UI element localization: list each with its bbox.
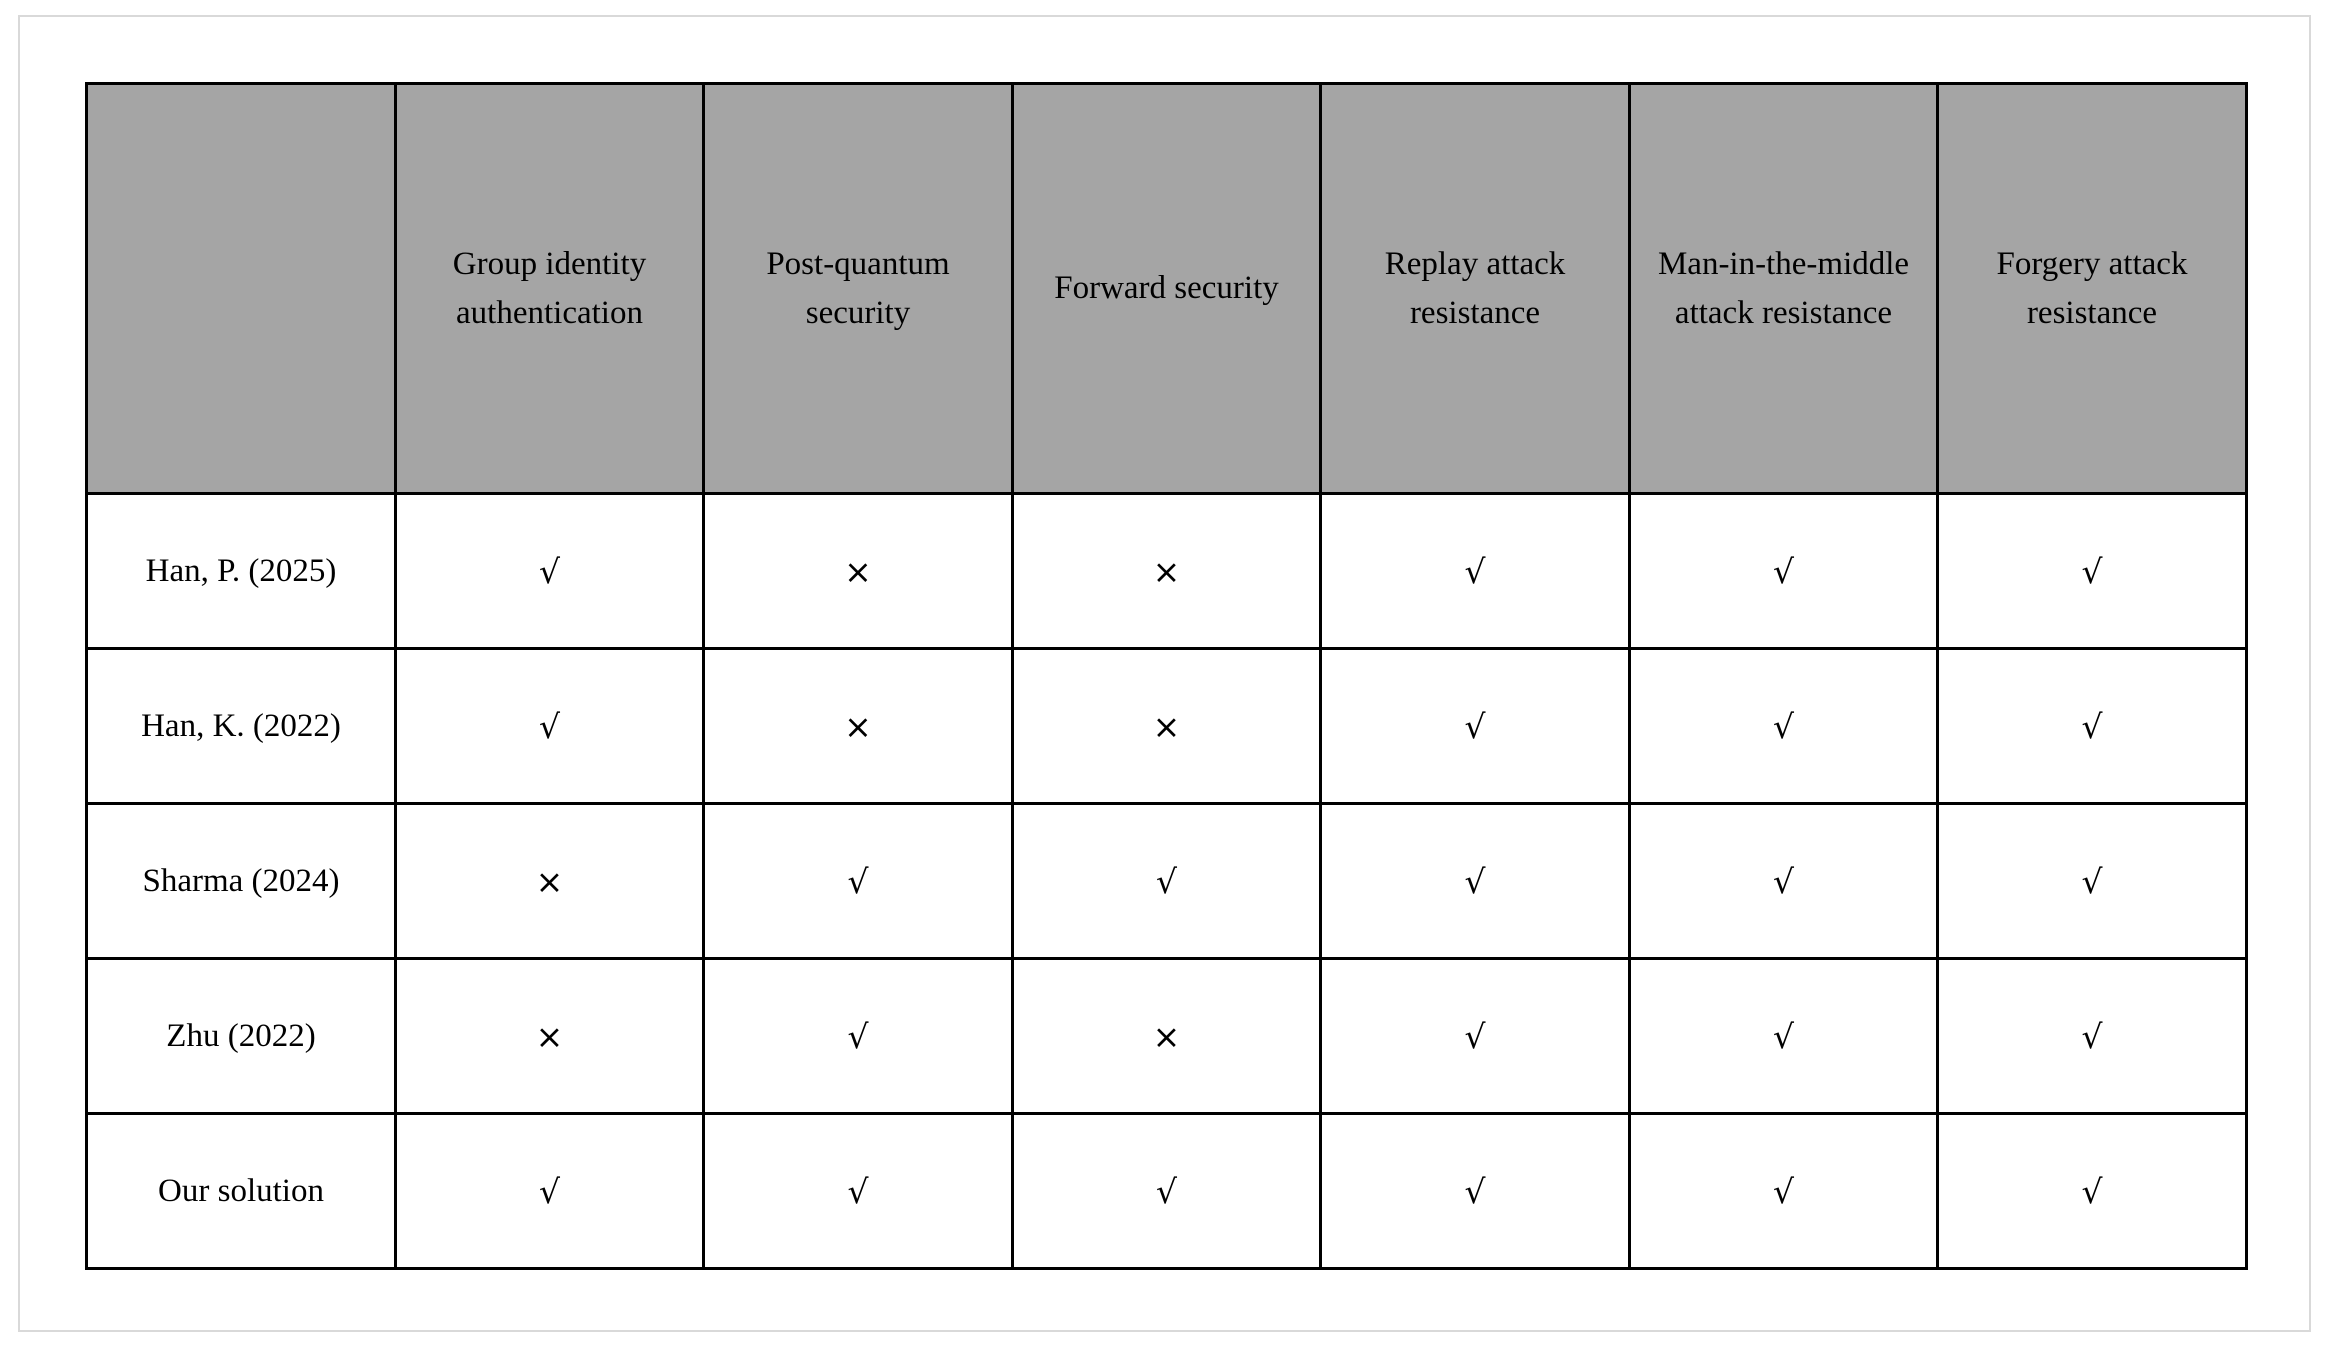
header-group-identity-authentication: Group identity authentication [396, 84, 704, 494]
table-cell: √ [1321, 959, 1630, 1114]
table-cell: × [1013, 494, 1321, 649]
table-cell: × [1013, 959, 1321, 1114]
table-cell: √ [1321, 494, 1630, 649]
table-cell: × [1013, 649, 1321, 804]
table-cell: √ [1013, 1114, 1321, 1269]
header-replay-attack-resistance: Replay attack resistance [1321, 84, 1630, 494]
header-post-quantum-security: Post-quantum security [704, 84, 1013, 494]
row-label: Zhu (2022) [87, 959, 396, 1114]
row-label: Han, K. (2022) [87, 649, 396, 804]
security-comparison-table [85, 82, 2248, 1270]
table-cell: √ [396, 1114, 704, 1269]
header-forgery-attack-resistance: Forgery attack resistance [1938, 84, 2247, 494]
table-cell: √ [704, 1114, 1013, 1269]
header-forward-security: Forward security [1013, 84, 1321, 494]
table-cell: √ [1938, 1114, 2247, 1269]
table-cell: √ [1630, 494, 1938, 649]
row-label: Our solution [87, 1114, 396, 1269]
table-cell: × [704, 494, 1013, 649]
table-cell: √ [1938, 649, 2247, 804]
table-cell: √ [1630, 959, 1938, 1114]
table-cell: √ [396, 649, 704, 804]
table-cell: √ [1321, 804, 1630, 959]
header-mitm-attack-resistance: Man-in-the-middle attack resistance [1630, 84, 1938, 494]
table-cell: √ [1321, 1114, 1630, 1269]
table-row [87, 494, 2247, 649]
table-cell: √ [1321, 649, 1630, 804]
table-cell: × [396, 959, 704, 1114]
table-cell: √ [1938, 804, 2247, 959]
table-cell: × [704, 649, 1013, 804]
table-row [87, 804, 2247, 959]
table-cell: √ [1630, 649, 1938, 804]
table-cell: √ [1938, 959, 2247, 1114]
table-cell: √ [1630, 1114, 1938, 1269]
row-label: Han, P. (2025) [87, 494, 396, 649]
table-cell: √ [1013, 804, 1321, 959]
table-cell: √ [1938, 494, 2247, 649]
row-label: Sharma (2024) [87, 804, 396, 959]
table-cell: √ [1630, 804, 1938, 959]
table-cell: √ [396, 494, 704, 649]
header-corner-cell [87, 84, 396, 494]
table-cell: × [396, 804, 704, 959]
table-cell: √ [704, 804, 1013, 959]
table-header-row [87, 84, 2247, 494]
table-row [87, 649, 2247, 804]
table-row [87, 959, 2247, 1114]
table-cell: √ [704, 959, 1013, 1114]
table-row [87, 1114, 2247, 1269]
